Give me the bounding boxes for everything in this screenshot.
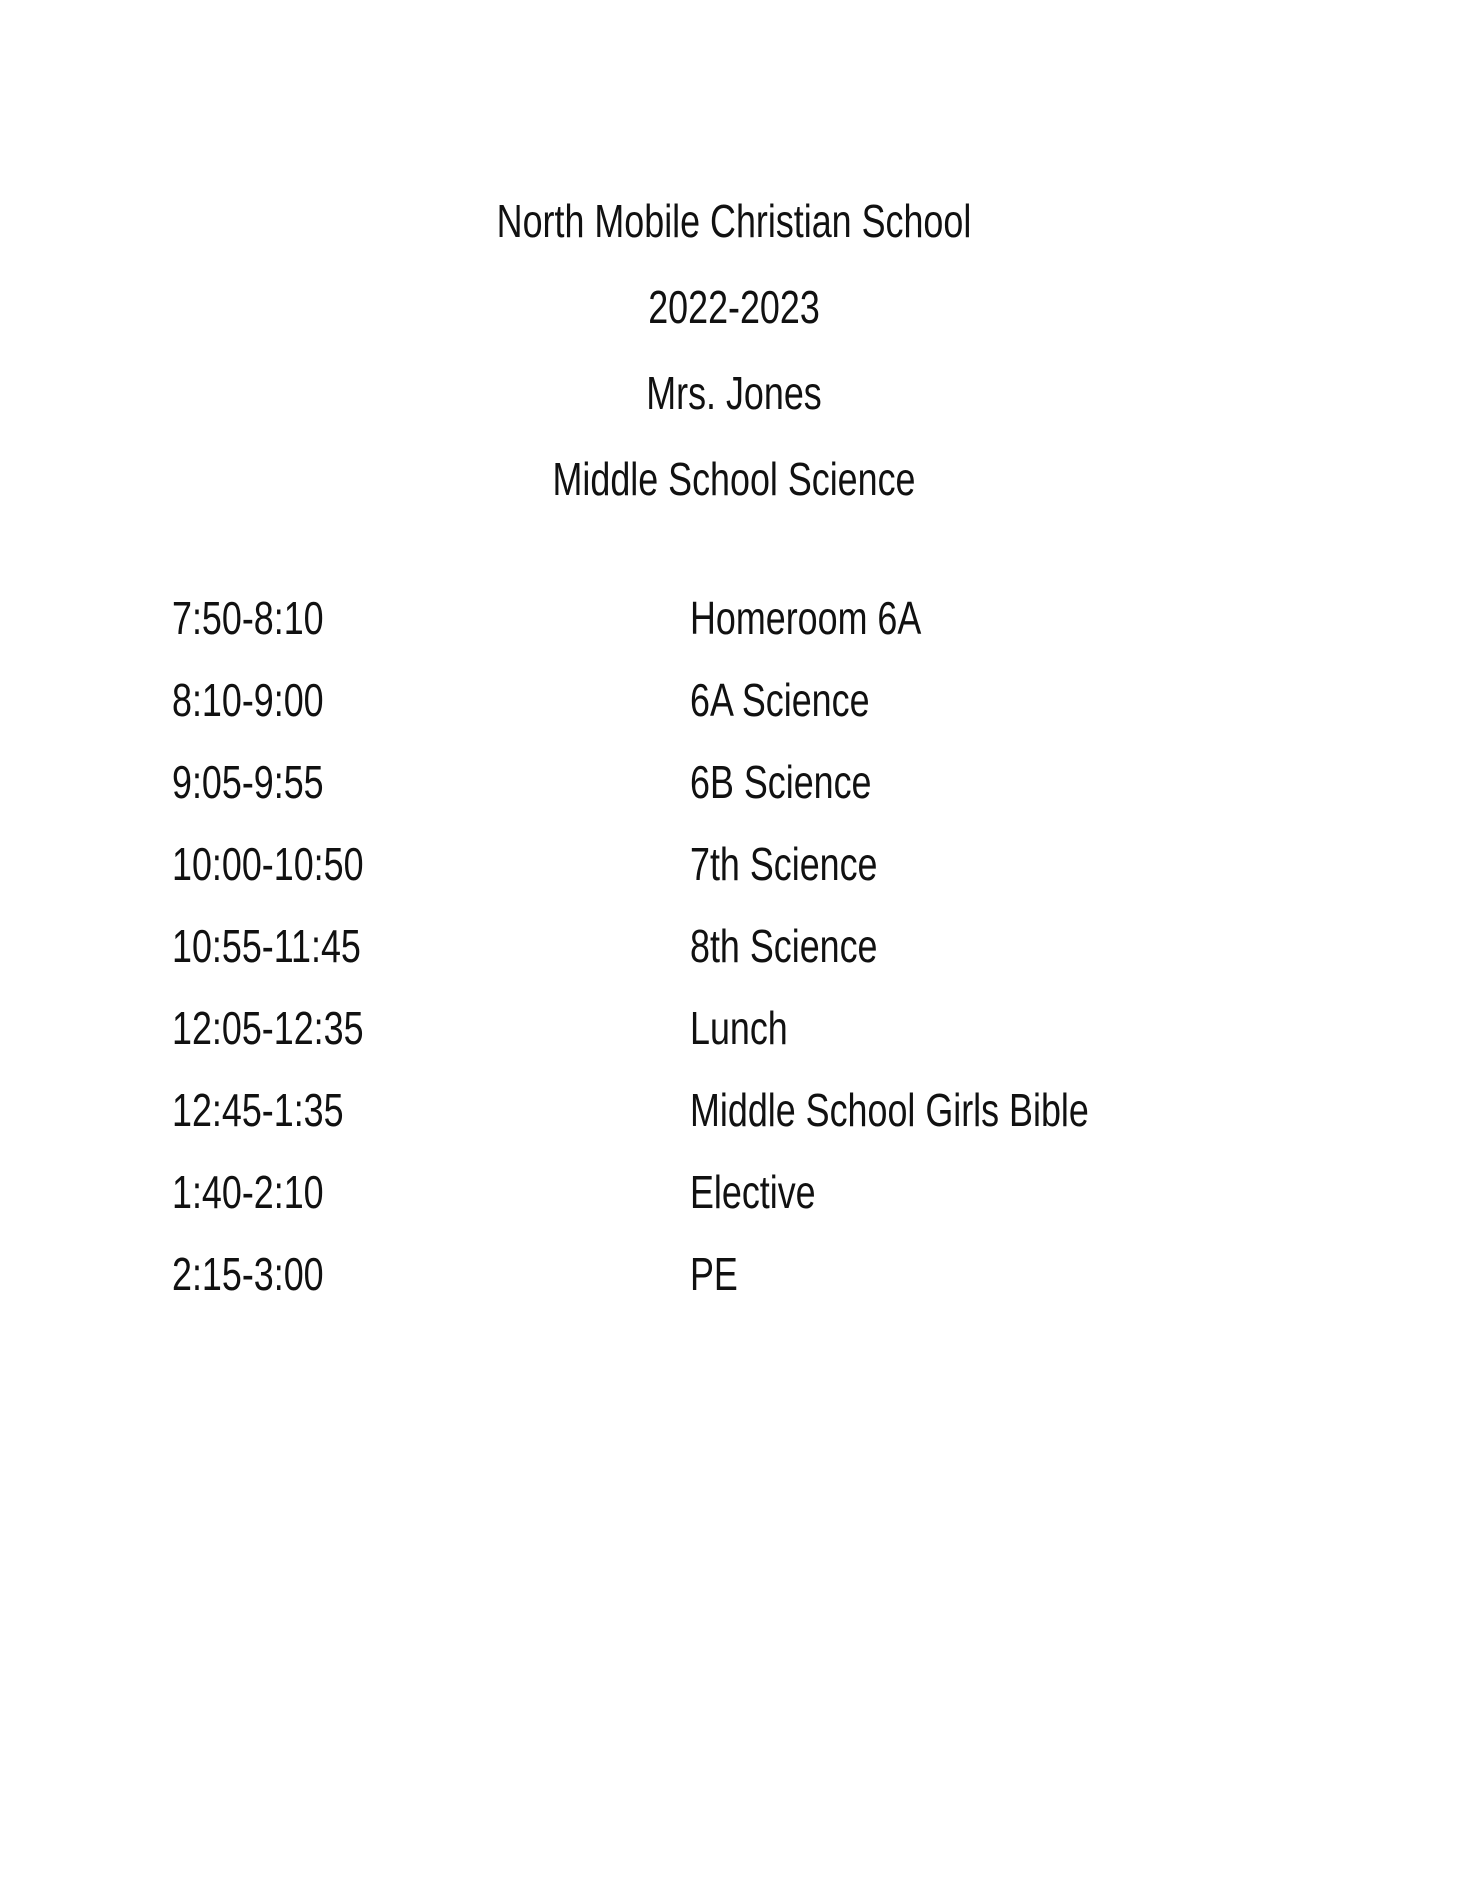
period-activity: 7th Science bbox=[690, 838, 878, 890]
schedule-row bbox=[172, 752, 1322, 834]
period-time: 12:45-1:35 bbox=[172, 1084, 344, 1136]
period-time: 2:15-3:00 bbox=[172, 1248, 324, 1300]
schedule-row bbox=[172, 916, 1322, 998]
period-time: 9:05-9:55 bbox=[172, 756, 324, 808]
schedule-row bbox=[172, 670, 1322, 752]
period-activity: 8th Science bbox=[690, 920, 878, 972]
period-activity: 6A Science bbox=[690, 674, 870, 726]
period-activity: Middle School Girls Bible bbox=[690, 1084, 1089, 1136]
period-time: 12:05-12:35 bbox=[172, 1002, 364, 1054]
period-time: 1:40-2:10 bbox=[172, 1166, 324, 1218]
period-activity: Homeroom 6A bbox=[690, 592, 922, 644]
schedule-row bbox=[172, 1244, 1322, 1326]
schedule-table bbox=[172, 588, 1322, 1326]
period-activity: Lunch bbox=[690, 1002, 788, 1054]
document-header bbox=[0, 178, 1468, 522]
period-time: 10:55-11:45 bbox=[172, 920, 361, 972]
period-activity: PE bbox=[690, 1248, 738, 1300]
school-year: 2022-2023 bbox=[648, 281, 820, 333]
schedule-row bbox=[172, 588, 1322, 670]
period-time: 10:00-10:50 bbox=[172, 838, 364, 890]
schedule-row bbox=[172, 1162, 1322, 1244]
period-activity: Elective bbox=[690, 1166, 816, 1218]
period-time: 7:50-8:10 bbox=[172, 592, 324, 644]
schedule-row bbox=[172, 1080, 1322, 1162]
schedule-row bbox=[172, 998, 1322, 1080]
course-subject: Middle School Science bbox=[552, 453, 916, 505]
period-time: 8:10-9:00 bbox=[172, 674, 324, 726]
period-activity: 6B Science bbox=[690, 756, 872, 808]
school-name: North Mobile Christian School bbox=[496, 195, 972, 247]
schedule-row bbox=[172, 834, 1322, 916]
teacher-name: Mrs. Jones bbox=[646, 367, 822, 419]
